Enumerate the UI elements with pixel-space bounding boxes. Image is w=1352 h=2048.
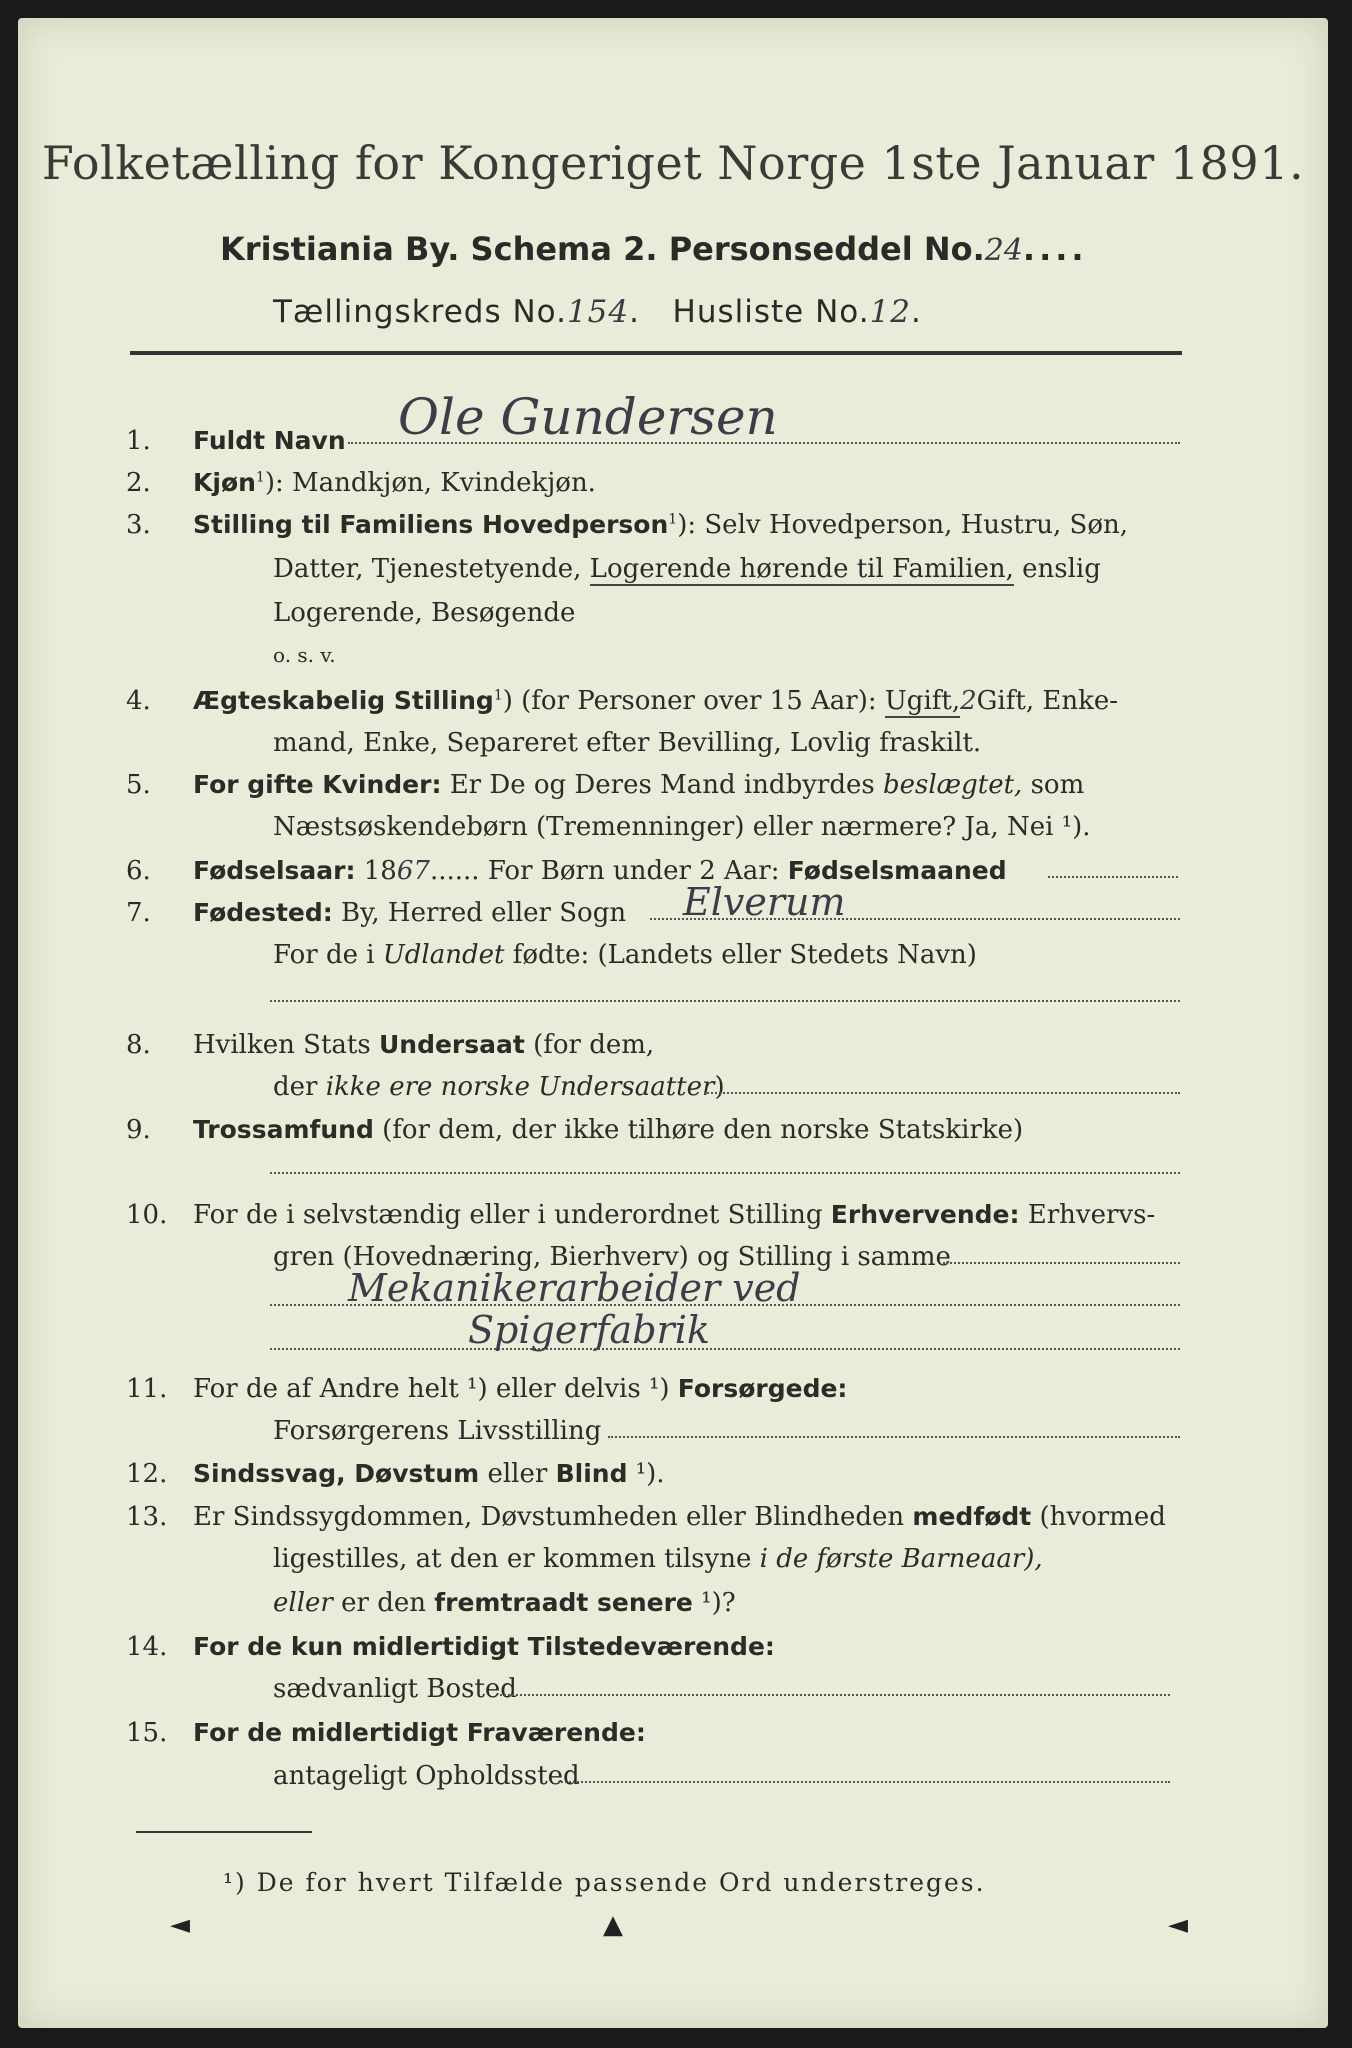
q3-line2-a: Datter, Tjenestetyende, xyxy=(273,554,582,584)
kreds-number: 154 xyxy=(566,294,630,330)
q13-text: Er Sindssygdommen, Døvstumheden eller Blindheden xyxy=(193,1502,905,1532)
q5-text: Er De og Deres Mand indbyrdes xyxy=(449,770,875,800)
q6-dotted-line xyxy=(1048,876,1178,878)
q11-number: 11. xyxy=(126,1374,168,1404)
q13-line-3 xyxy=(273,1588,736,1618)
q8-number: 8. xyxy=(126,1030,151,1060)
q10-end: Erhvervs- xyxy=(1027,1200,1156,1230)
q8-line-2: der ikke ere norske Undersaatter) xyxy=(273,1072,725,1102)
q7-number: 7. xyxy=(126,898,151,928)
q8-line2-a: der xyxy=(273,1072,318,1102)
registration-mark-right: ◄ xyxy=(1168,1910,1188,1940)
q8-dotted-line xyxy=(704,1092,1180,1094)
q7-blank-line xyxy=(270,1000,1180,1002)
q7-line2-b: fødte: (Landets eller Stedets Navn) xyxy=(512,940,977,970)
census-form-sheet: Folketælling for Kongeriget Norge 1ste Januar 1891. Kristiania By. Schema 2. Personseddel No.24.... Tællingskreds No.154. Husliste No.12. 1. Fuldt Navn Ole Gundersen 2. Kjøn$^1$): Mandkjøn, Kvindekjøn. 3. Stilling til Familiens Hovedperson$^1$): Selv Hovedperson, Hustru, Søn, Datter, Tjenestetyende, Logerende hørende til Familien, enslig Logerende, Besøgende o. s. v. 4. Ægteskabelig Stilling$^1$) (for Personer over 15 Aar): Ugift,2Gift, Enke- mand, Enke, Separeret efter Bevilling, Lovlig fraskilt. 5. For gifte Kvinder: Er De og Deres Mand indbyrdes beslægtet, som Næstsøskendebørn (Tremenninger) eller nærmere? Ja, Nei ¹). 6. Fødselsaar: 1867...... For Børn under 2 Aar: Fødselsmaaned 7. Fødested: By, Herred eller Sogn Elverum For de i Udlandet fødte: (Landets eller Stedets Navn) 8. Hvilken Stats Undersaat (for dem, der ikke ere norske Undersaatter) 9. Trossamfund (for dem, der ikke tilhøre den norske Statskirke) 10. For de i selvstændig eller i underordnet Stilling Erhvervende: Erhvervs- gren (Hovednæring, Bierhverv) og Stilling i samme Mekanikerarbeider ved Spigerfabrik 11. For de af Andre helt ¹) eller delvis ¹) Forsørgede: Forsørgerens Livsstilling 12. Sindssvag, Døvstum eller Blind ¹). 13. Er Sindssygdommen, Døvstumheden eller Blindheden medfødt (hvormed ligestilles, at den er kommen tilsyne i de første Barneaar), eller er den fremtraadt senere ¹)? 14. For de kun midlertidigt Tilstedeværende: sædvanligt Bosted 15. For de midlertidigt Fraværende: antageligt Opholdssted ¹) De for hvert Tilfælde passende Ord understreges. ◄ ▲ ◄ xyxy=(18,18,1328,2028)
q7-handwritten-birthplace: Elverum xyxy=(683,880,846,924)
form-kreds-line: Tællingskreds No.154. Husliste No.12. xyxy=(273,294,922,330)
q8-label: Undersaat xyxy=(378,1030,525,1059)
form-title: Folketælling for Kongeriget Norge 1ste Januar 1891. xyxy=(41,136,1305,190)
footnote: ¹) De for hvert Tilfælde passende Ord understreges. xyxy=(223,1868,986,1897)
q4-label: Ægteskabelig Stilling xyxy=(193,686,494,715)
q14-label: For de kun midlertidigt Tilstedeværende: xyxy=(193,1632,775,1661)
q3-line2-b: enslig xyxy=(1022,554,1101,584)
q13-line-2 xyxy=(273,1544,1043,1574)
q7-label: Fødested: xyxy=(193,898,333,927)
q12-number: 12. xyxy=(126,1459,168,1489)
q11-line-2: Forsørgerens Livsstilling xyxy=(273,1416,602,1446)
q13-end: (hvormed xyxy=(1039,1502,1166,1532)
q11-label: Forsørgede: xyxy=(677,1374,848,1403)
q10-line-2: gren (Hovednæring, Bierhverv) og Stilling i samme xyxy=(273,1242,951,1272)
q15-number: 15. xyxy=(126,1718,168,1748)
q7-text: By, Herred eller Sogn xyxy=(341,898,627,928)
q1-number: 1. xyxy=(126,426,151,456)
q15-dotted-line xyxy=(558,1781,1170,1783)
q15-label: For de midlertidigt Fraværende: xyxy=(193,1718,646,1747)
q12-label-2: Blind xyxy=(555,1459,628,1488)
q11-text: For de af Andre helt ¹) eller delvis ¹) xyxy=(193,1374,670,1404)
q12-mid: eller xyxy=(487,1459,548,1489)
q11-dotted-line xyxy=(608,1436,1180,1438)
q2-label: Kjøn xyxy=(193,468,256,497)
q4-handwritten-mark: 2 xyxy=(960,686,977,716)
q3-line-4: o. s. v. xyxy=(273,643,336,667)
q3-line2-underlined: Logerende hørende til Familien, xyxy=(589,554,1014,584)
q5-label: For gifte Kvinder: xyxy=(193,770,442,799)
q9-number: 9. xyxy=(126,1115,151,1145)
q5-italic: beslægtet, xyxy=(882,770,1023,800)
q9-blank-line xyxy=(270,1172,1180,1174)
q6-label-2: Fødselsmaaned xyxy=(787,856,1007,885)
q6-label: Fødselsaar: xyxy=(193,856,356,885)
q10-handwritten-occupation-2: Spigerfabrik xyxy=(468,1308,710,1352)
q5-number: 5. xyxy=(126,770,151,800)
q4-line-2: mand, Enke, Separeret efter Bevilling, Lovlig fraskilt. xyxy=(273,728,982,758)
q9-label: Trossamfund xyxy=(193,1115,374,1144)
q3-line-3: Logerende, Besøgende xyxy=(273,598,576,628)
q4-rest: Gift, Enke- xyxy=(976,686,1118,716)
q4-ugift-underlined: Ugift, xyxy=(884,686,961,716)
personseddel-number: 24 xyxy=(984,233,1023,268)
q12-label: Sindssvag, Døvstum xyxy=(193,1459,480,1488)
header-rule xyxy=(130,351,1182,355)
q10-number: 10. xyxy=(126,1200,168,1230)
q9-text: (for dem, der ikke tilhøre den norske Statskirke) xyxy=(382,1115,1024,1145)
q10-text: For de i selvstændig eller i underordnet Stilling xyxy=(193,1200,823,1230)
q6-number: 6. xyxy=(126,856,151,886)
q6-birth-year-handwritten: 67 xyxy=(396,856,430,886)
q13-line3-a: er den xyxy=(341,1588,426,1618)
q2-text: ): Mandkjøn, Kvindekjøn. xyxy=(264,468,596,498)
q8-text: Hvilken Stats xyxy=(193,1030,371,1060)
q7-line-2 xyxy=(273,940,977,970)
q13-line2-italic: i de første Barneaar), xyxy=(759,1544,1043,1574)
q5-line-2: Næstsøskendebørn (Tremenninger) eller nærmere? Ja, Nei ¹). xyxy=(273,812,1091,842)
q13-line2-a: ligestilles, at den er kommen tilsyne xyxy=(273,1544,752,1574)
registration-mark-left: ◄ xyxy=(170,1910,190,1940)
q14-line-2: sædvanligt Bosted xyxy=(273,1674,517,1704)
q10-dotted-line-3 xyxy=(270,1348,1180,1350)
q7-line2-a: For de i xyxy=(273,940,375,970)
q15-line-2: antageligt Opholdssted xyxy=(273,1761,580,1791)
q10-dotted-line-1 xyxy=(943,1262,1180,1264)
q4-number: 4. xyxy=(126,686,151,716)
q2-number: 2. xyxy=(126,468,151,498)
q8-line2-italic: ikke ere norske Undersaatter xyxy=(325,1072,715,1102)
q1-label: Fuldt Navn xyxy=(193,426,346,455)
registration-mark-center: ▲ xyxy=(603,1910,623,1940)
q12-end: ¹). xyxy=(627,1459,665,1489)
form-subtitle: Kristiania By. Schema 2. Personseddel No.24.... xyxy=(220,230,1088,268)
kreds-label: Tællingskreds No. xyxy=(273,294,567,330)
q3-number: 3. xyxy=(126,510,151,540)
q13-line3-italic: eller xyxy=(273,1588,333,1618)
q13-number: 13. xyxy=(126,1502,168,1532)
q10-handwritten-occupation-1: Mekanikerarbeider ved xyxy=(348,1266,801,1310)
q3-label: Stilling til Familiens Hovedperson xyxy=(193,510,669,539)
husliste-number: 12 xyxy=(869,294,912,330)
q8-rest: (for dem, xyxy=(533,1030,655,1060)
q5-end: som xyxy=(1030,770,1085,800)
q7-line2-italic: Udlandet xyxy=(382,940,505,970)
q2-sup: 1 xyxy=(255,469,265,486)
q13-line3-bold: fremtraadt senere xyxy=(434,1588,693,1617)
q13-label: medfødt xyxy=(912,1502,1032,1531)
q3-sup: 1 xyxy=(668,511,678,528)
q6-text: For Børn under 2 Aar: xyxy=(487,856,780,886)
q4-sup: 1 xyxy=(493,687,503,704)
footnote-rule xyxy=(136,1831,312,1833)
q13-line3-c: ¹)? xyxy=(692,1588,736,1618)
subtitle-prefix: Kristiania By. Schema 2. Personseddel No. xyxy=(220,230,985,268)
q3-text: ): Selv Hovedperson, Hustru, Søn, xyxy=(677,510,1129,540)
q3-line-2 xyxy=(273,554,1101,584)
husliste-label: Husliste No. xyxy=(672,294,870,330)
q10-label: Erhvervende: xyxy=(830,1200,1020,1229)
q14-number: 14. xyxy=(126,1632,168,1662)
q6-prefix: 18 xyxy=(363,856,397,886)
q4-text: ) (for Personer over 15 Aar): xyxy=(502,686,877,716)
q1-handwritten-name: Ole Gundersen xyxy=(398,388,778,446)
q14-dotted-line xyxy=(500,1694,1170,1696)
